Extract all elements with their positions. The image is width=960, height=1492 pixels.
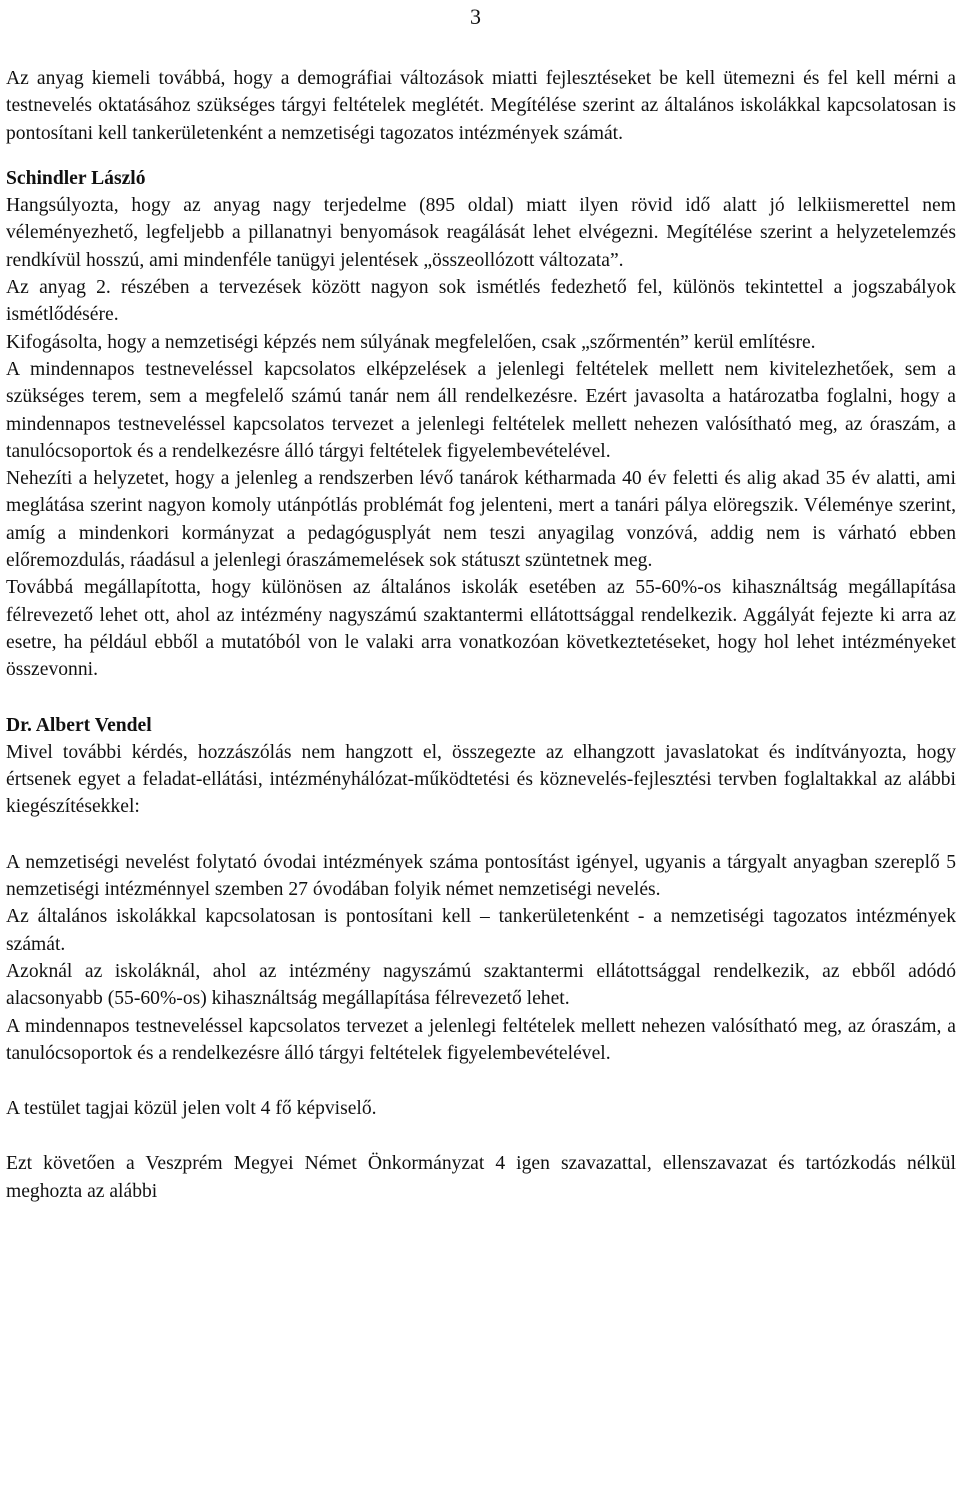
spacer [6, 1067, 956, 1095]
paragraph: Továbbá megállapította, hogy különösen az általános iskolák esetében az 55-60%-os kihasználtság megállapítása félrevezető lehet ott, ahol az intézmény nagyszámú szaktantermi ellátottsággal rendelkezik. Aggályát fejezte ki arra az esetre, ha például ebből a mutatóból von le valaki arra vonatkozóan következtetéseket, hogy hol lehet intézményeket összevonni. [6, 577, 956, 681]
paragraph: A nemzetiségi nevelést folytató óvodai intézmények száma pontosítást igényel, ugyanis a tárgyalt anyagban szereplő 5 nemzetiségi intézménnyel szemben 27 óvodában folyik német nemzetiségi nevelés. [6, 851, 956, 901]
paragraph: Hangsúlyozta, hogy az anyag nagy terjedelme (895 oldal) miatt ilyen rövid idő alatt jó lelkiismerettel nem véleményezhető, legfeljebb a pillanatnyi benyomások reagálását lehet elvégezni. Megítélése szerint a helyzetelemzés rendkívül hosszú, ami mindenféle tanügyi jelentések „összeollózott változata”. [6, 195, 956, 271]
page-number: 3 [470, 4, 481, 29]
spacer [6, 147, 956, 165]
spacer [6, 684, 956, 712]
paragraph: A mindennapos testneveléssel kapcsolatos elképzelések a jelenlegi feltételek mellett nem kivitelezhetőek, sem a szükséges terem, sem a megfelelő számú tanár nem áll rendelkezésre. Ezért javasolta a határozatba foglalni, hogy a mindennapos testneveléssel kapcsolatos tervezet a jelenlegi feltételek mellett nehezen valósítható meg, az óraszám, a tanulócsoportok és a rendelkezésre álló tárgyi feltételek figyelembevételével. [6, 358, 956, 462]
paragraph: Nehezíti a helyzetet, hogy a jelenleg a rendszerben lévő tanárok kétharmada 40 év feletti és alig akad 35 év alatti, ami meglátása szerint nagyon komoly utánpótlás problémát fog jelenteni, mert a tanári pálya elöregszik. Véleménye szerint, amíg a mindenkori kormányzat a pedagógusplyát nem teszi anyagilag vonzóvá, addig nem is várható ebben előremozdulás, ráadásul a jelenlegi óraszámemelések sok státuszt szüntetnek meg. [6, 468, 956, 572]
document-body [6, 65, 956, 1205]
spacer [6, 1122, 956, 1150]
paragraph: A mindennapos testneveléssel kapcsolatos tervezet a jelenlegi feltételek mellett nehezen valósítható meg, az óraszám, a tanulócsoportok és a rendelkezésre álló tárgyi feltételek figyelembevételével. [6, 1015, 956, 1064]
speaker-name: Dr. Albert Vendel [6, 714, 152, 736]
paragraph: Mivel további kérdés, hozzászólás nem hangzott el, összegezte az elhangzott javaslatokat és indítványozta, hogy értsenek egyet a feladat-ellátási, intézményhálózat-működtetési és köznevelés-fejlesztési tervben foglaltakkal az alábbi kiegészítésekkel: [6, 741, 956, 818]
paragraph: A testület tagjai közül jelen volt 4 fő képviselő. [6, 1098, 377, 1120]
paragraph: Az anyag 2. részében a tervezések között nagyon sok ismétlés fedezhető fel, különös tekintettel a jogszabályok ismétlődésére. [6, 277, 956, 326]
spacer [6, 821, 956, 849]
paragraph: Kifogásolta, hogy a nemzetiségi képzés nem súlyának megfelelően, csak „szőrmentén” kerül említésre. [6, 331, 816, 353]
paragraph: Azoknál az iskoláknál, ahol az intézmény nagyszámú szaktantermi ellátottsággal rendelkezik, az ebből adódó alacsonyabb (55-60%-os) kihasználtság megállapítása félrevezető lehet. [6, 960, 956, 1010]
paragraph: Az anyag kiemeli továbbá, hogy a demográfiai változások miatti fejlesztéseket be kell ütemezni és fel kell mérni a testnevelés oktatásához szükséges tárgyi feltételek meglétét. Megítélése szerint az általános iskolákkal kapcsolatosan is pontosítani kell tankerületenként a nemzetiségi tagozatos intézmények számát. [6, 68, 956, 144]
paragraph: Az általános iskolákkal kapcsolatosan is pontosítani kell – tankerületenként - a nemzetiségi tagozatos intézmények számát. [6, 906, 956, 955]
paragraph: Ezt követően a Veszprém Megyei Német Önkormányzat 4 igen szavazattal, ellenszavazat és tartózkodás nélkül meghozta az alábbi [6, 1153, 956, 1202]
speaker-name: Schindler László [6, 167, 146, 189]
